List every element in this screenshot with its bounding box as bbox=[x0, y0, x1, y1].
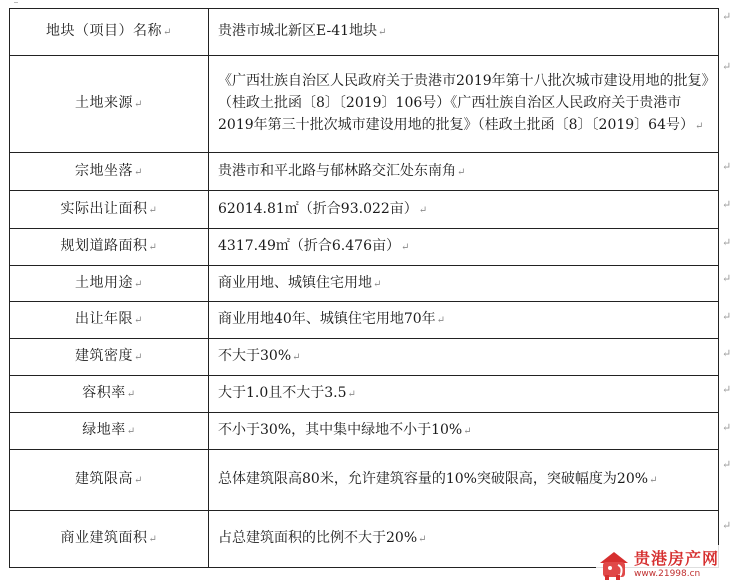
paragraph-mark-icon: ↵ bbox=[436, 315, 446, 326]
table-row bbox=[10, 450, 719, 511]
paragraph-mark-icon: ↵ bbox=[722, 10, 732, 23]
row-value: 贵港市城北新区E-41地块↵ bbox=[209, 9, 719, 56]
paragraph-mark-icon: ↵ bbox=[418, 204, 428, 216]
row-value: 贵港市和平北路与郁林路交汇处东南角↵ bbox=[209, 153, 719, 191]
row-key: 宗地坐落↵ bbox=[10, 153, 209, 191]
paragraph-mark-icon: ↵ bbox=[148, 534, 158, 545]
table-row bbox=[10, 153, 719, 191]
paragraph-mark-icon: ↵ bbox=[722, 60, 732, 73]
table-row bbox=[10, 413, 719, 450]
land-info-table bbox=[9, 8, 719, 568]
row-value: 商业用地、城镇住宅用地↵ bbox=[209, 266, 719, 302]
paragraph-mark-icon: ↵ bbox=[373, 278, 382, 290]
paragraph-mark-icon: ↵ bbox=[134, 99, 143, 110]
table-row bbox=[10, 56, 719, 153]
paragraph-mark-icon: ↵ bbox=[722, 160, 732, 173]
table-row bbox=[10, 376, 719, 413]
paragraph-mark-icon: ↵ bbox=[722, 272, 732, 285]
paragraph-mark-icon: ↵ bbox=[292, 352, 301, 363]
watermark-url: www.21998.cn bbox=[634, 569, 701, 579]
row-key: 容积率↵ bbox=[10, 376, 209, 413]
paragraph-mark-icon: ↵ bbox=[722, 236, 732, 249]
elephant-house-logo-icon bbox=[596, 547, 632, 583]
row-value: 占总建筑面积的比例不大于20%↵ bbox=[209, 511, 719, 568]
paragraph-mark-icon: ↵ bbox=[134, 352, 143, 363]
paragraph-mark-icon: ↵ bbox=[163, 27, 172, 38]
row-value: 4317.49㎡（折合6.476亩）↵ bbox=[209, 229, 719, 266]
paragraph-mark-icon: ↵ bbox=[418, 534, 427, 545]
row-key: 建筑限高↵ bbox=[10, 450, 209, 511]
paragraph-mark-icon: ↵ bbox=[126, 426, 136, 437]
table-row bbox=[10, 229, 719, 266]
row-key: 商业建筑面积↵ bbox=[10, 511, 209, 568]
paragraph-mark-icon: ↵ bbox=[148, 204, 158, 216]
row-value: 商业用地40年、城镇住宅用地70年↵ bbox=[209, 302, 719, 339]
row-key: 地块（项目）名称↵ bbox=[10, 9, 209, 56]
paragraph-mark-icon: ↵ bbox=[457, 166, 466, 178]
row-key: 建筑密度↵ bbox=[10, 339, 209, 376]
row-key: 绿地率↵ bbox=[10, 413, 209, 450]
row-value: 大于1.0且不大于3.5↵ bbox=[209, 376, 719, 413]
paragraph-mark-icon: ↵ bbox=[126, 389, 136, 400]
paragraph-mark-icon: ↵ bbox=[722, 519, 732, 532]
paragraph-mark-icon: ↵ bbox=[134, 166, 143, 178]
table-row bbox=[10, 9, 719, 56]
paragraph-mark-icon: ↵ bbox=[722, 458, 732, 471]
row-value: 《广西壮族自治区人民政府关于贵港市2019年第十八批次城市建设用地的批复》（桂政土批函〔8〕〔2019〕106号）《广西壮族自治区人民政府关于贵港市2019年第三十批次城市建设用地的批复》（桂政土批函〔8〕〔2019〕64号）↵ bbox=[209, 56, 719, 153]
paragraph-mark-icon: ↵ bbox=[649, 475, 658, 486]
paragraph-mark-icon: ↵ bbox=[134, 315, 143, 326]
row-key: 土地用途↵ bbox=[10, 266, 209, 302]
paragraph-mark-icon: ↵ bbox=[694, 121, 704, 132]
watermark-site-name: 贵港房产网 bbox=[634, 549, 720, 568]
paragraph-mark-icon: ↵ bbox=[400, 242, 410, 253]
table-row bbox=[10, 302, 719, 339]
site-watermark bbox=[596, 545, 734, 585]
paragraph-mark-icon: ↵ bbox=[378, 27, 387, 38]
row-value: 62014.81㎡（折合93.022亩）↵ bbox=[209, 191, 719, 229]
paragraph-mark-icon: ↵ bbox=[134, 278, 143, 290]
row-key: 土地来源↵ bbox=[10, 56, 209, 153]
top-dash bbox=[14, 2, 18, 4]
row-key: 实际出让面积↵ bbox=[10, 191, 209, 229]
row-value: 不小于30%，其中集中绿地不小于10%↵ bbox=[209, 413, 719, 450]
row-value: 不大于30%↵ bbox=[209, 339, 719, 376]
table-row bbox=[10, 191, 719, 229]
paragraph-mark-icon: ↵ bbox=[722, 310, 732, 323]
row-value: 总体建筑限高80米，允许建筑容量的10%突破限高，突破幅度为20%↵ bbox=[209, 450, 719, 511]
paragraph-mark-icon: ↵ bbox=[722, 198, 732, 211]
table-row bbox=[10, 266, 719, 302]
table-row bbox=[10, 339, 719, 376]
paragraph-mark-icon: ↵ bbox=[347, 389, 356, 400]
paragraph-mark-icon: ↵ bbox=[722, 421, 732, 434]
paragraph-mark-icon: ↵ bbox=[463, 426, 472, 437]
paragraph-mark-icon: ↵ bbox=[722, 383, 732, 396]
row-key: 出让年限↵ bbox=[10, 302, 209, 339]
paragraph-mark-icon: ↵ bbox=[722, 347, 732, 360]
paragraph-mark-icon: ↵ bbox=[134, 475, 143, 486]
paragraph-mark-icon: ↵ bbox=[148, 242, 158, 253]
row-key: 规划道路面积↵ bbox=[10, 229, 209, 266]
